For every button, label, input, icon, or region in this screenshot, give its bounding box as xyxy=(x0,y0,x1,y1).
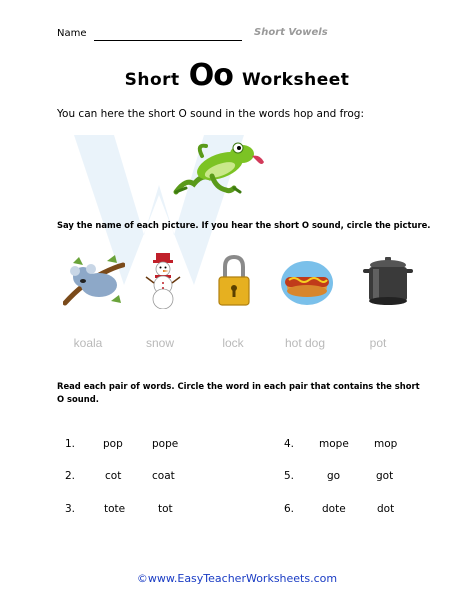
picture-label-koala: koala xyxy=(73,336,103,350)
pair-word-b[interactable]: mop xyxy=(374,438,398,450)
footer-website-link[interactable]: ©www.EasyTeacherWorksheets.com xyxy=(136,572,338,585)
pair-number: 5. xyxy=(284,470,295,482)
pot-picture[interactable] xyxy=(363,253,413,309)
instructions-pictures: Say the name of each picture. If you hear the short O sound, circle the picture. xyxy=(57,220,431,230)
pot-icon xyxy=(363,253,413,309)
name-line xyxy=(94,40,242,41)
pair-word-b[interactable]: coat xyxy=(152,470,175,482)
lock-icon xyxy=(217,253,251,309)
pair-word-b[interactable]: dot xyxy=(377,503,395,515)
name-label: Name xyxy=(57,28,87,39)
pair-number: 4. xyxy=(284,438,295,450)
hot-dog-icon xyxy=(280,253,334,309)
pair-number: 2. xyxy=(65,470,76,482)
pair-word-a[interactable]: pop xyxy=(103,438,123,450)
pair-word-b[interactable]: tot xyxy=(158,503,173,515)
pair-word-a[interactable]: dote xyxy=(322,503,346,515)
pair-word-b[interactable]: got xyxy=(376,470,394,482)
picture-label-pot: pot xyxy=(369,336,387,350)
hot-dog-picture[interactable] xyxy=(280,253,334,309)
koala-picture[interactable] xyxy=(63,253,125,309)
pair-word-a[interactable]: cot xyxy=(105,470,122,482)
title-part-1: Short xyxy=(124,70,180,90)
snowman-picture[interactable] xyxy=(144,253,182,309)
frog-image xyxy=(172,134,272,196)
pair-number: 6. xyxy=(284,503,295,515)
lock-picture[interactable] xyxy=(217,253,251,309)
picture-label-snow: snow xyxy=(145,336,174,350)
instructions-word-pairs: Read each pair of words. Circle the word in each pair that contains the short O sound. xyxy=(57,381,420,404)
pair-number: 1. xyxy=(65,438,76,450)
page-title xyxy=(0,58,474,93)
series-label: Short Vowels xyxy=(254,27,328,38)
pair-number: 3. xyxy=(65,503,76,515)
picture-label-lock: lock xyxy=(222,336,244,350)
pair-word-a[interactable]: go xyxy=(327,470,341,482)
pair-word-a[interactable]: tote xyxy=(104,503,126,515)
picture-label-hot-dog: hot dog xyxy=(284,336,326,350)
pair-word-b[interactable]: pope xyxy=(152,438,179,450)
koala-icon xyxy=(63,253,125,309)
snowman-icon xyxy=(144,253,182,309)
title-part-2: Oo xyxy=(188,58,233,93)
title-part-3: Worksheet xyxy=(241,70,350,90)
pair-word-a[interactable]: mope xyxy=(319,438,349,450)
intro-text: You can here the short O sound in the words hop and frog: xyxy=(57,108,365,120)
